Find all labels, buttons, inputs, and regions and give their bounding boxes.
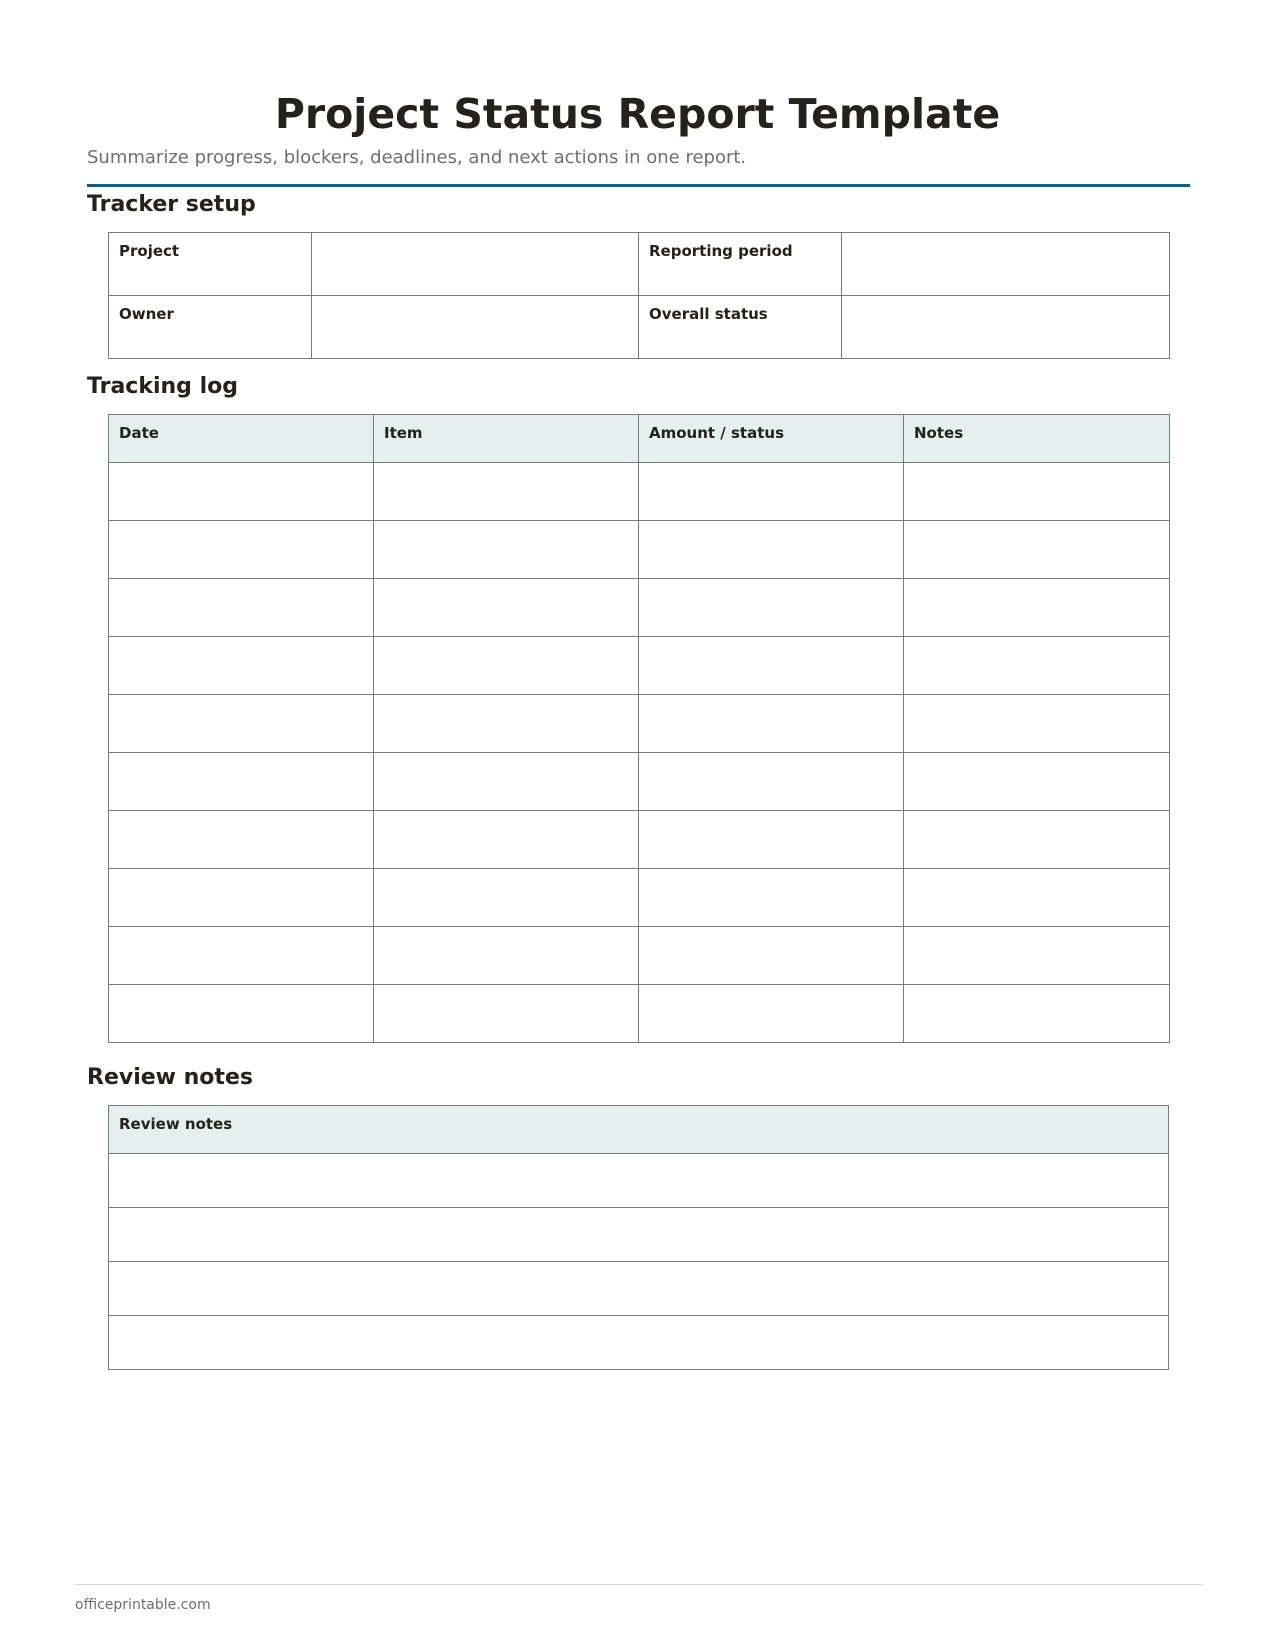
notes-cell[interactable]	[904, 753, 1170, 811]
table-row	[109, 637, 1170, 695]
tracking-log-table	[108, 414, 1170, 1043]
item-cell[interactable]	[374, 811, 639, 869]
table-row	[109, 463, 1170, 521]
column-header-item: Item	[374, 415, 639, 463]
item-cell[interactable]	[374, 985, 639, 1043]
table-row	[109, 1208, 1169, 1262]
date-cell[interactable]	[109, 463, 374, 521]
date-cell[interactable]	[109, 985, 374, 1043]
table-row	[109, 753, 1170, 811]
tracker-setup-row	[109, 296, 1170, 359]
table-row	[109, 927, 1170, 985]
review-note-cell[interactable]	[109, 1154, 1169, 1208]
owner-field[interactable]	[312, 296, 639, 359]
table-row	[109, 869, 1170, 927]
table-row	[109, 985, 1170, 1043]
project-label: Project	[109, 233, 312, 296]
table-row	[109, 695, 1170, 753]
owner-label: Owner	[109, 296, 312, 359]
amount-status-cell[interactable]	[639, 811, 904, 869]
table-row	[109, 1154, 1169, 1208]
item-cell[interactable]	[374, 637, 639, 695]
table-row	[109, 1316, 1169, 1370]
review-notes-heading: Review notes	[87, 1065, 253, 1090]
review-notes-table	[108, 1105, 1169, 1370]
project-field[interactable]	[312, 233, 639, 296]
tracker-setup-heading: Tracker setup	[87, 192, 256, 217]
footer-site: officeprintable.com	[75, 1597, 211, 1613]
column-header-notes: Notes	[904, 415, 1170, 463]
notes-cell[interactable]	[904, 463, 1170, 521]
item-cell[interactable]	[374, 521, 639, 579]
amount-status-cell[interactable]	[639, 579, 904, 637]
page-title: Project Status Report Template	[274, 90, 1001, 138]
date-cell[interactable]	[109, 869, 374, 927]
notes-cell[interactable]	[904, 869, 1170, 927]
tracker-setup-row	[109, 233, 1170, 296]
notes-cell[interactable]	[904, 811, 1170, 869]
review-notes-header-row	[109, 1106, 1169, 1154]
notes-cell[interactable]	[904, 521, 1170, 579]
notes-cell[interactable]	[904, 927, 1170, 985]
amount-status-cell[interactable]	[639, 753, 904, 811]
amount-status-cell[interactable]	[639, 463, 904, 521]
date-cell[interactable]	[109, 637, 374, 695]
table-row	[109, 579, 1170, 637]
date-cell[interactable]	[109, 695, 374, 753]
amount-status-cell[interactable]	[639, 695, 904, 753]
reporting-period-label: Reporting period	[639, 233, 842, 296]
footer-divider	[75, 1584, 1203, 1585]
title-divider	[87, 184, 1190, 187]
notes-cell[interactable]	[904, 579, 1170, 637]
overall-status-label: Overall status	[639, 296, 842, 359]
notes-cell[interactable]	[904, 637, 1170, 695]
review-note-cell[interactable]	[109, 1316, 1169, 1370]
date-cell[interactable]	[109, 579, 374, 637]
tracking-log-header-row	[109, 415, 1170, 463]
column-header-date: Date	[109, 415, 374, 463]
table-row	[109, 811, 1170, 869]
date-cell[interactable]	[109, 753, 374, 811]
item-cell[interactable]	[374, 579, 639, 637]
overall-status-field[interactable]	[842, 296, 1170, 359]
notes-cell[interactable]	[904, 985, 1170, 1043]
item-cell[interactable]	[374, 463, 639, 521]
tracker-setup-table	[108, 232, 1170, 359]
amount-status-cell[interactable]	[639, 869, 904, 927]
date-cell[interactable]	[109, 811, 374, 869]
column-header-amount-status: Amount / status	[639, 415, 904, 463]
notes-cell[interactable]	[904, 695, 1170, 753]
item-cell[interactable]	[374, 927, 639, 985]
item-cell[interactable]	[374, 695, 639, 753]
page-subtitle: Summarize progress, blockers, deadlines, and next actions in one report.	[87, 147, 747, 168]
amount-status-cell[interactable]	[639, 637, 904, 695]
tracking-log-heading: Tracking log	[87, 374, 238, 399]
date-cell[interactable]	[109, 927, 374, 985]
amount-status-cell[interactable]	[639, 521, 904, 579]
table-row	[109, 1262, 1169, 1316]
reporting-period-field[interactable]	[842, 233, 1170, 296]
item-cell[interactable]	[374, 753, 639, 811]
table-row	[109, 521, 1170, 579]
date-cell[interactable]	[109, 521, 374, 579]
review-note-cell[interactable]	[109, 1208, 1169, 1262]
review-note-cell[interactable]	[109, 1262, 1169, 1316]
column-header-review-notes: Review notes	[109, 1106, 1169, 1154]
amount-status-cell[interactable]	[639, 927, 904, 985]
amount-status-cell[interactable]	[639, 985, 904, 1043]
item-cell[interactable]	[374, 869, 639, 927]
